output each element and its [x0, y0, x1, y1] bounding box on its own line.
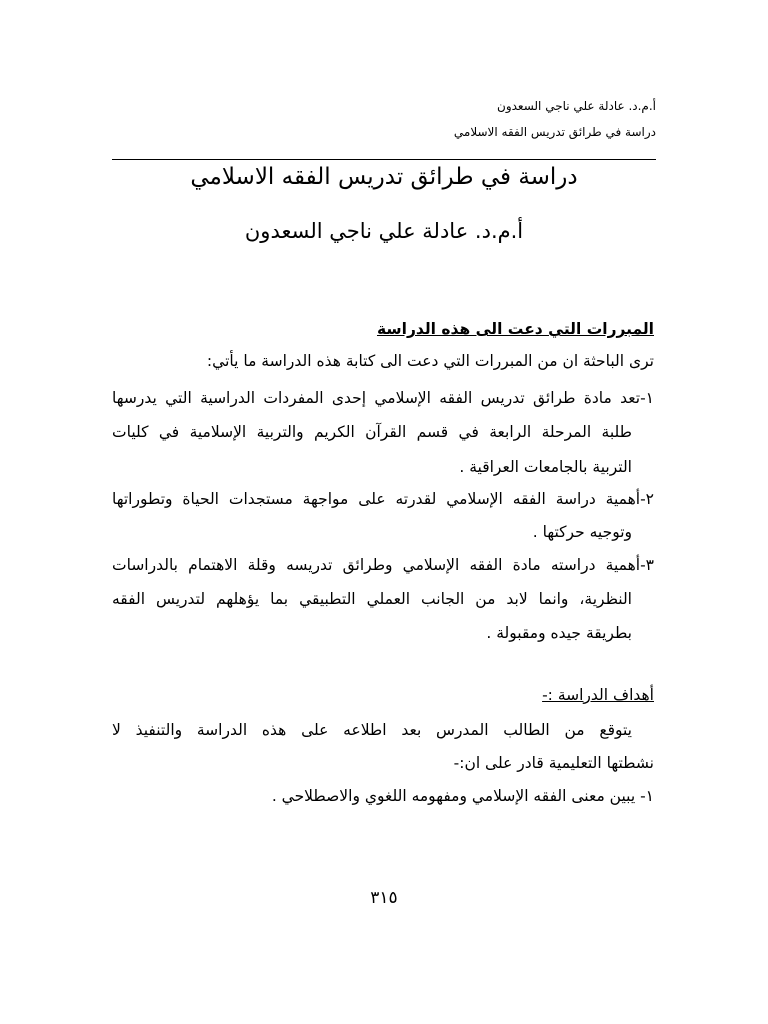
list-item-1-line-2: طلبة المرحلة الرابعة في قسم القرآن الكريم والتربية الإسلامية في كليات [112, 423, 632, 441]
list-item-3-line-2: النظرية، وانما لابد من الجانب العملي التطبيقي بما يؤهلهم لتدريس الفقه [112, 590, 632, 608]
list-item-3-line-3: بطريقة جيده ومقبولة . [486, 624, 632, 642]
list-item-1-line-3: التربية بالجامعات العراقية . [459, 458, 632, 476]
objectives-item-1: ١- يبين معنى الفقه الإسلامي ومفهومه اللغوي والاصطلاحي . [271, 787, 654, 805]
paragraph-intro: ترى الباحثة ان من المبررات التي دعت الى كتابة هذه الدراسة ما يأتي: [206, 352, 654, 370]
section-heading-rationale: المبررات التي دعت الى هذه الدراسة [376, 320, 654, 338]
page-number: ٣١٥ [370, 888, 398, 908]
objectives-line-2: نشطتها التعليمية قادر على ان:- [453, 754, 654, 772]
header-author: أ.م.د. عادلة علي ناجي السعدون [497, 99, 656, 113]
header-divider [112, 159, 656, 160]
list-item-2-line-1: ٢-أهمية دراسة الفقه الإسلامي لقدرته على مواجهة مستجدات الحياة وتطوراتها [112, 490, 654, 508]
page-title: دراسة في طرائق تدريس الفقه الاسلامي [190, 164, 578, 190]
header-paper-title: دراسة في طرائق تدريس الفقه الاسلامي [453, 125, 656, 139]
section-heading-objectives: أهداف الدراسة :- [542, 686, 654, 704]
list-item-3-line-1: ٣-أهمية دراسته مادة الفقه الإسلامي وطرائق تدريسه وقلة الاهتمام بالدراسات [112, 556, 654, 574]
objectives-line-1: يتوقع من الطالب المدرس بعد اطلاعه على هذه الدراسة والتنفيذ لا [112, 721, 632, 739]
author-name: أ.م.د. عادلة علي ناجي السعدون [244, 219, 524, 243]
list-item-2-line-2: وتوجيه حركتها . [532, 523, 632, 541]
list-item-1-line-1: ١-تعد مادة طرائق تدريس الفقه الإسلامي إحدى المفردات الدراسية التي يدرسها [112, 389, 654, 407]
